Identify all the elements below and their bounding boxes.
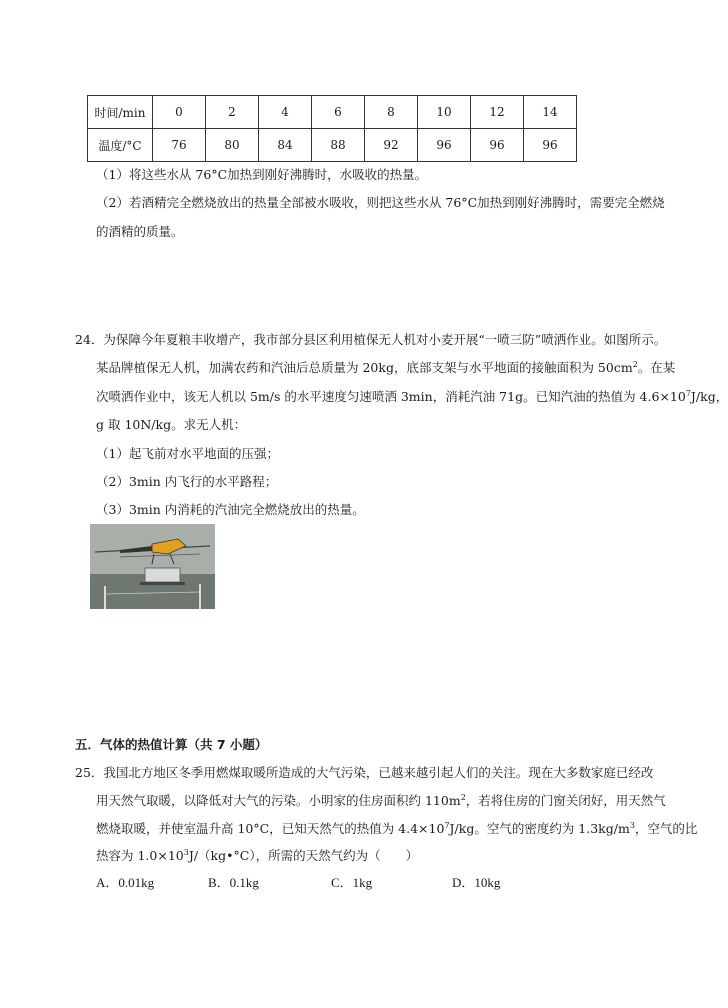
superscript: 7 — [444, 820, 450, 830]
q25-line-3 — [96, 819, 697, 837]
table-header-temperature: 温度/°C — [88, 129, 153, 162]
table-row-time — [88, 96, 577, 129]
q24-line-2 — [96, 358, 675, 376]
q24-line-1: 24．为保障今年夏粮丰收增产，我市部分县区利用植保无人机对小麦开展“一喷三防”喷洒作业。如图所示。 — [75, 332, 667, 347]
q24-subquestion-1: （1）起飞前对水平地面的压强； — [96, 446, 279, 461]
q25-line-2 — [96, 791, 666, 809]
q25-line-1: 25．我国北方地区冬季用燃煤取暖所造成的大气污染，已越来越引起人们的关注。现在大多数家庭已经改 — [75, 765, 654, 780]
table-cell: 2 — [206, 96, 259, 129]
option-a[interactable]: A．0.01kg — [96, 875, 155, 890]
option-d[interactable]: D．10kg — [452, 875, 501, 890]
superscript: 2 — [460, 792, 466, 802]
q24-line-3-text: 次喷洒作业中，该无人机以 5m/s 的水平速度匀速喷洒 3min，消耗汽油 71g。已知汽油的热值为 4.6×10 — [96, 389, 686, 404]
table-cell: 10 — [418, 96, 471, 129]
table-cell: 96 — [418, 129, 471, 162]
table-cell: 96 — [524, 129, 577, 162]
superscript: 3 — [183, 847, 189, 857]
table-cell: 12 — [471, 96, 524, 129]
q25-line-3-tail: ，空气的比 — [634, 821, 698, 836]
q25-line-4-text: 热容为 1.0×10 — [96, 848, 184, 863]
superscript: 7 — [685, 388, 691, 398]
table-cell: 80 — [206, 129, 259, 162]
section-title: 五．气体的热值计算（共 7 小题） — [75, 737, 268, 752]
drone-illustration — [90, 524, 215, 609]
table-cell: 76 — [153, 129, 206, 162]
q25-line-3-text: 燃烧取暖，并使室温升高 10°C，已知天然气的热值为 4.4×10 — [96, 821, 445, 836]
table-cell: 0 — [153, 96, 206, 129]
table-cell: 6 — [312, 96, 365, 129]
superscript: 2 — [632, 359, 638, 369]
table-row-temperature — [88, 129, 577, 162]
option-c[interactable]: C．1kg — [331, 875, 373, 890]
table-cell: 88 — [312, 129, 365, 162]
q24-line-4: g 取 10N/kg。求无人机： — [96, 417, 247, 432]
q25-line-2-tail: ，若将住房的门窗关闭好，用天然气 — [465, 793, 666, 808]
table-cell: 96 — [471, 129, 524, 162]
table-cell: 14 — [524, 96, 577, 129]
table-header-time: 时间/min — [88, 96, 153, 129]
q24-subquestion-2: （2）3min 内飞行的水平路程； — [96, 474, 278, 489]
q25-line-3-mid: J/kg。空气的密度约为 1.3kg/m — [449, 821, 630, 836]
option-b[interactable]: B．0.1kg — [208, 875, 259, 890]
q25-line-4 — [96, 846, 418, 864]
table-cell: 8 — [365, 96, 418, 129]
superscript: 3 — [629, 820, 635, 830]
q24-line-2-text: 某品牌植保无人机，加满农药和汽油后总质量为 20kg，底部支架与水平地面的接触面积为 50cm — [96, 360, 633, 375]
q24-line-3-tail: J/kg， — [690, 389, 728, 404]
table-cell: 92 — [365, 129, 418, 162]
table-cell: 4 — [259, 96, 312, 129]
data-table — [87, 95, 577, 162]
drone-photo — [90, 524, 215, 609]
q25-line-4-tail: J/（kg•°C），所需的天然气约为（ ） — [188, 848, 419, 863]
q24-line-3 — [96, 387, 728, 405]
q24-line-2-tail: 。在某 — [637, 360, 676, 375]
q23-subquestion-2: （2）若酒精完全燃烧放出的热量全部被水吸收，则把这些水从 76°C加热到刚好沸腾时，需要完全燃烧 — [96, 195, 665, 210]
q23-subquestion-2-cont: 的酒精的质量。 — [96, 224, 184, 239]
table-cell: 84 — [259, 129, 312, 162]
q23-subquestion-1: （1）将这些水从 76°C加热到刚好沸腾时，水吸收的热量。 — [96, 167, 428, 182]
q25-line-2-text: 用天然气取暖，以降低对大气的污染。小明家的住房面积约 110m — [96, 793, 461, 808]
q24-subquestion-3: （3）3min 内消耗的汽油完全燃烧放出的热量。 — [96, 502, 365, 517]
